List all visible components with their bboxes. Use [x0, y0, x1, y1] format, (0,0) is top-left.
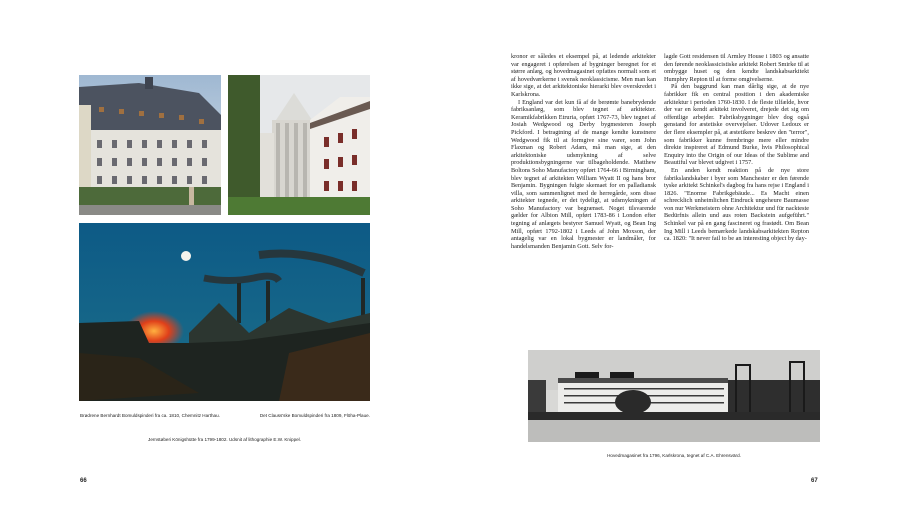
paragraph: På den baggrund kan man dårlig sige, at de nye fabrikker fik en central position i den akademiske arkitektur i perioden 1760-1830. I de fleste tilfælde, hvor der var en kendt arkitekt involveret, drejede det sig om offentlige arbejder. Fabriksbygninger blev dog også genstand for æstetiske overvejelser. Udover Ledoux er der flere eksempler på, at æstetikere beskrev den "terror", som fabrikker kunne frembringe mere eller mindre direkte inspireret af Edmund Burke, hvis Philosophical Enquiry into the Origin of our Ideas of the Sublime and Beautiful var blevet udgivet i 1757.	[664, 83, 809, 167]
caption-photo-b: Det Clauss'ske Bomuldspinderi fra 1809, Flöha-Plaue.	[259, 413, 370, 418]
caption-painting: Jernstøberi Königshütte fra 1799-1802. Udsnit af lithographie E.W. Knippel.	[148, 437, 301, 442]
text-column-2	[664, 53, 809, 243]
page-number-left: 66	[80, 478, 87, 484]
paragraph: lagde Gott residensen til Armley House i 1803 og ansatte den førende neoklassicistiske arkitekt Robert Smirke til at ombygge huset og den kendte landskabsarkitekt Humphry Repton til at forme omgivelserne.	[664, 53, 809, 83]
photo-clauss-spinning-mill	[228, 75, 370, 215]
page-number-right: 67	[811, 478, 818, 484]
caption-karlskrona-photo: Hovedmagasinet fra 1796, Karlskrona, tegnet af C.A. Ehrensvärd.	[607, 453, 741, 458]
paragraph: kronor er således et eksempel på, at ledende arkitekter var engageret i opførelsen af bygninger beregnet for et større anlæg, og hovedmagasinet opfattes normalt som et af hovedværkerne i svensk neoklassicisme. Men man kan ikke sige, at det arkitektoniske hierarki blev overskredet i Karlskrona.	[511, 53, 656, 98]
paragraph: En anden kendt reaktion på de nye store fabrikslandskaber i byer som Manchester er den førende tyske arkitekt Schinkel's dagbog fra hans rejse i England i 1826. "Enorme Fabrikgebäude... Es Macht einen schrecklich unheimlichen Eindruck ungeheure Baumasse von nur Werkmeistern ohne Architektur und für nackteste Bedürfnis allein und aus roten Backstein aufgeführt." Schinkel var på en gang fascineret og frastødt. Om Bean Ing Mill i Leeds bemærkede landskabsarkitekten Repton ca. 1820: "It never fail to be an interesting object by day-	[664, 166, 809, 243]
photo-bernhardt-spinning-mill	[79, 75, 221, 215]
paragraph: I England var det kun få af de berømte banebrydende fabriksanlæg, som blev tegnet af arkitekter. Keramikfabrikken Etruria, opført 1767-73, blev tegnet af Josiah Wedgwood og Derby bygmesteren Joseph Pickford. I betragtning af de mange kendte kunstnere Wedgwood fik til at formgive sine varer, som John Flaxman og Robert Adam, må man sige, at den arkitektoniske udsmykning af selve produktionsbygningerne var tilbageholdende. Matthew Boltons Soho Manufactory opført 1764-66 i Birmingham, blev tegnet af arkitekten William Wyatt II og hans bror Benjamin. Bygningen fulgte skemaet for en palladiansk villa, som sammenlignet med de herregårde, som disse arkitekter tegnede, er det tydeligt, at udsmykningen af Soho Manufactory var begrænset. Noget tilsvarende gælder for Albion Mill, opført 1783-86 i London efter tegning af anlægets bestyrer Samuel Wyatt, og Bean Ing Mill, opført 1792-1802 i Leeds af John Moxson, der antagelig var en lokal bygmester er landmåler, for handelsmanden Benjamin Gott. Selv for-	[511, 98, 656, 250]
right-page	[450, 0, 900, 525]
painting-koenigshuette-ironworks	[79, 223, 370, 401]
caption-photo-a: Brødrene Bernhardt Bomuldspinderi fra ca. 1810, Chemnitz Harthau.	[80, 413, 220, 418]
photo-karlskrona-main-warehouse	[528, 350, 820, 442]
text-column-1	[511, 53, 656, 250]
